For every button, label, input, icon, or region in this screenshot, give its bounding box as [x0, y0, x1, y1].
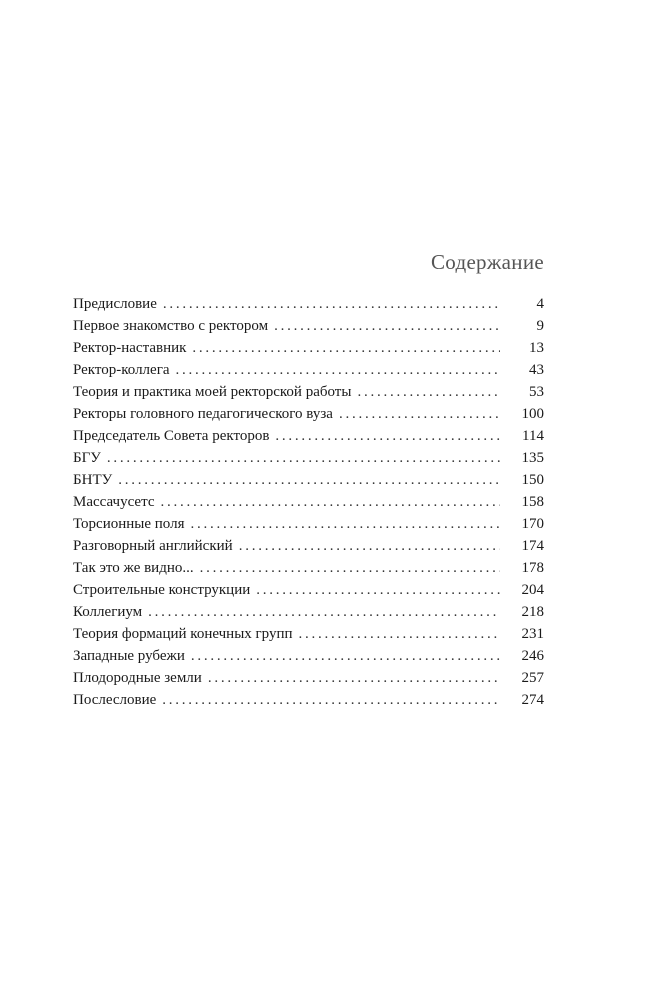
- toc-entry: [73, 469, 544, 491]
- toc-entry-title: Плодородные земли: [73, 670, 202, 686]
- toc-entry: [73, 623, 544, 645]
- toc-entry: [73, 447, 544, 469]
- toc-dot-leader: [191, 645, 500, 667]
- toc-dot-leader: [200, 557, 500, 579]
- toc-entry: [73, 557, 544, 579]
- toc-entry-title: Ректор-наставник: [73, 340, 187, 356]
- toc-dot-leader: [190, 513, 500, 535]
- table-of-contents: [73, 293, 544, 711]
- toc-entry: [73, 667, 544, 689]
- toc-entry-page: 178: [521, 560, 544, 576]
- toc-entry: [73, 337, 544, 359]
- toc-entry-page: 4: [536, 296, 544, 312]
- toc-dot-leader: [208, 667, 500, 689]
- toc-entry-page: 246: [521, 648, 544, 664]
- toc-entry-title: Коллегиум: [73, 604, 143, 620]
- toc-entry-page: 218: [521, 604, 544, 620]
- toc-entry-title: Так это же видно...: [73, 560, 194, 576]
- toc-entry-page: 100: [521, 406, 544, 422]
- toc-entry-page: 114: [522, 428, 544, 444]
- toc-entry: [73, 513, 544, 535]
- toc-dot-leader: [107, 447, 500, 469]
- toc-entry: [73, 359, 544, 381]
- toc-entry-title: Ректоры головного педагогического вуза: [73, 406, 333, 422]
- toc-dot-leader: [161, 491, 501, 513]
- toc-entry-title: Предисловие: [73, 296, 157, 312]
- toc-entry: [73, 579, 544, 601]
- toc-dot-leader: [163, 293, 500, 315]
- toc-heading: Содержание: [430, 250, 544, 274]
- toc-entry-page: 257: [521, 670, 544, 686]
- toc-entry-title: Разговорный английский: [73, 538, 233, 554]
- toc-dot-leader: [192, 337, 500, 359]
- toc-entry-page: 204: [521, 582, 544, 598]
- toc-entry-page: 13: [529, 340, 544, 356]
- toc-entry: [73, 381, 544, 403]
- toc-entry-title: Теория формаций конечных групп: [73, 626, 293, 642]
- toc-entry: [73, 535, 544, 557]
- toc-entry: [73, 689, 544, 711]
- toc-entry: [73, 293, 544, 315]
- toc-entry-page: 170: [521, 516, 544, 532]
- toc-entry-title: Председатель Совета ректоров: [73, 428, 270, 444]
- toc-dot-leader: [148, 601, 500, 623]
- toc-entry-page: 150: [521, 472, 544, 488]
- toc-entry-title: Торсионные поля: [73, 516, 185, 532]
- toc-entry: [73, 315, 544, 337]
- toc-entry-title: Первое знакомство с ректором: [73, 318, 269, 334]
- toc-entry-title: Западные рубежи: [73, 648, 185, 664]
- toc-entry-page: 274: [521, 692, 544, 708]
- toc-entry: [73, 645, 544, 667]
- toc-dot-leader: [176, 359, 500, 381]
- toc-entry-title: БГУ: [73, 450, 101, 466]
- toc-entry-page: 53: [529, 384, 544, 400]
- toc-entry-page: 158: [521, 494, 544, 510]
- toc-dot-leader: [256, 579, 500, 601]
- toc-entry-page: 9: [536, 318, 544, 334]
- toc-entry-title: Строительные конструкции: [73, 582, 251, 598]
- toc-entry: [73, 601, 544, 623]
- toc-entry: [73, 491, 544, 513]
- toc-entry-page: 231: [521, 626, 544, 642]
- toc-entry-title: Ректор-коллега: [73, 362, 170, 378]
- toc-entry-title: Послесловие: [73, 692, 157, 708]
- toc-entry: [73, 425, 544, 447]
- toc-entry-page: 135: [521, 450, 544, 466]
- toc-entry-title: Массачусетс: [73, 494, 155, 510]
- toc-entry-page: 43: [529, 362, 544, 378]
- toc-dot-leader: [357, 381, 500, 403]
- toc-entry-title: Теория и практика моей ректорской работы: [73, 384, 352, 400]
- toc-dot-leader: [275, 425, 500, 447]
- toc-dot-leader: [299, 623, 500, 645]
- toc-dot-leader: [118, 469, 500, 491]
- toc-entry-title: БНТУ: [73, 472, 113, 488]
- toc-dot-leader: [239, 535, 500, 557]
- toc-entry-page: 174: [521, 538, 544, 554]
- toc-dot-leader: [339, 403, 500, 425]
- toc-dot-leader: [274, 315, 500, 337]
- toc-entry: [73, 403, 544, 425]
- toc-dot-leader: [162, 689, 500, 711]
